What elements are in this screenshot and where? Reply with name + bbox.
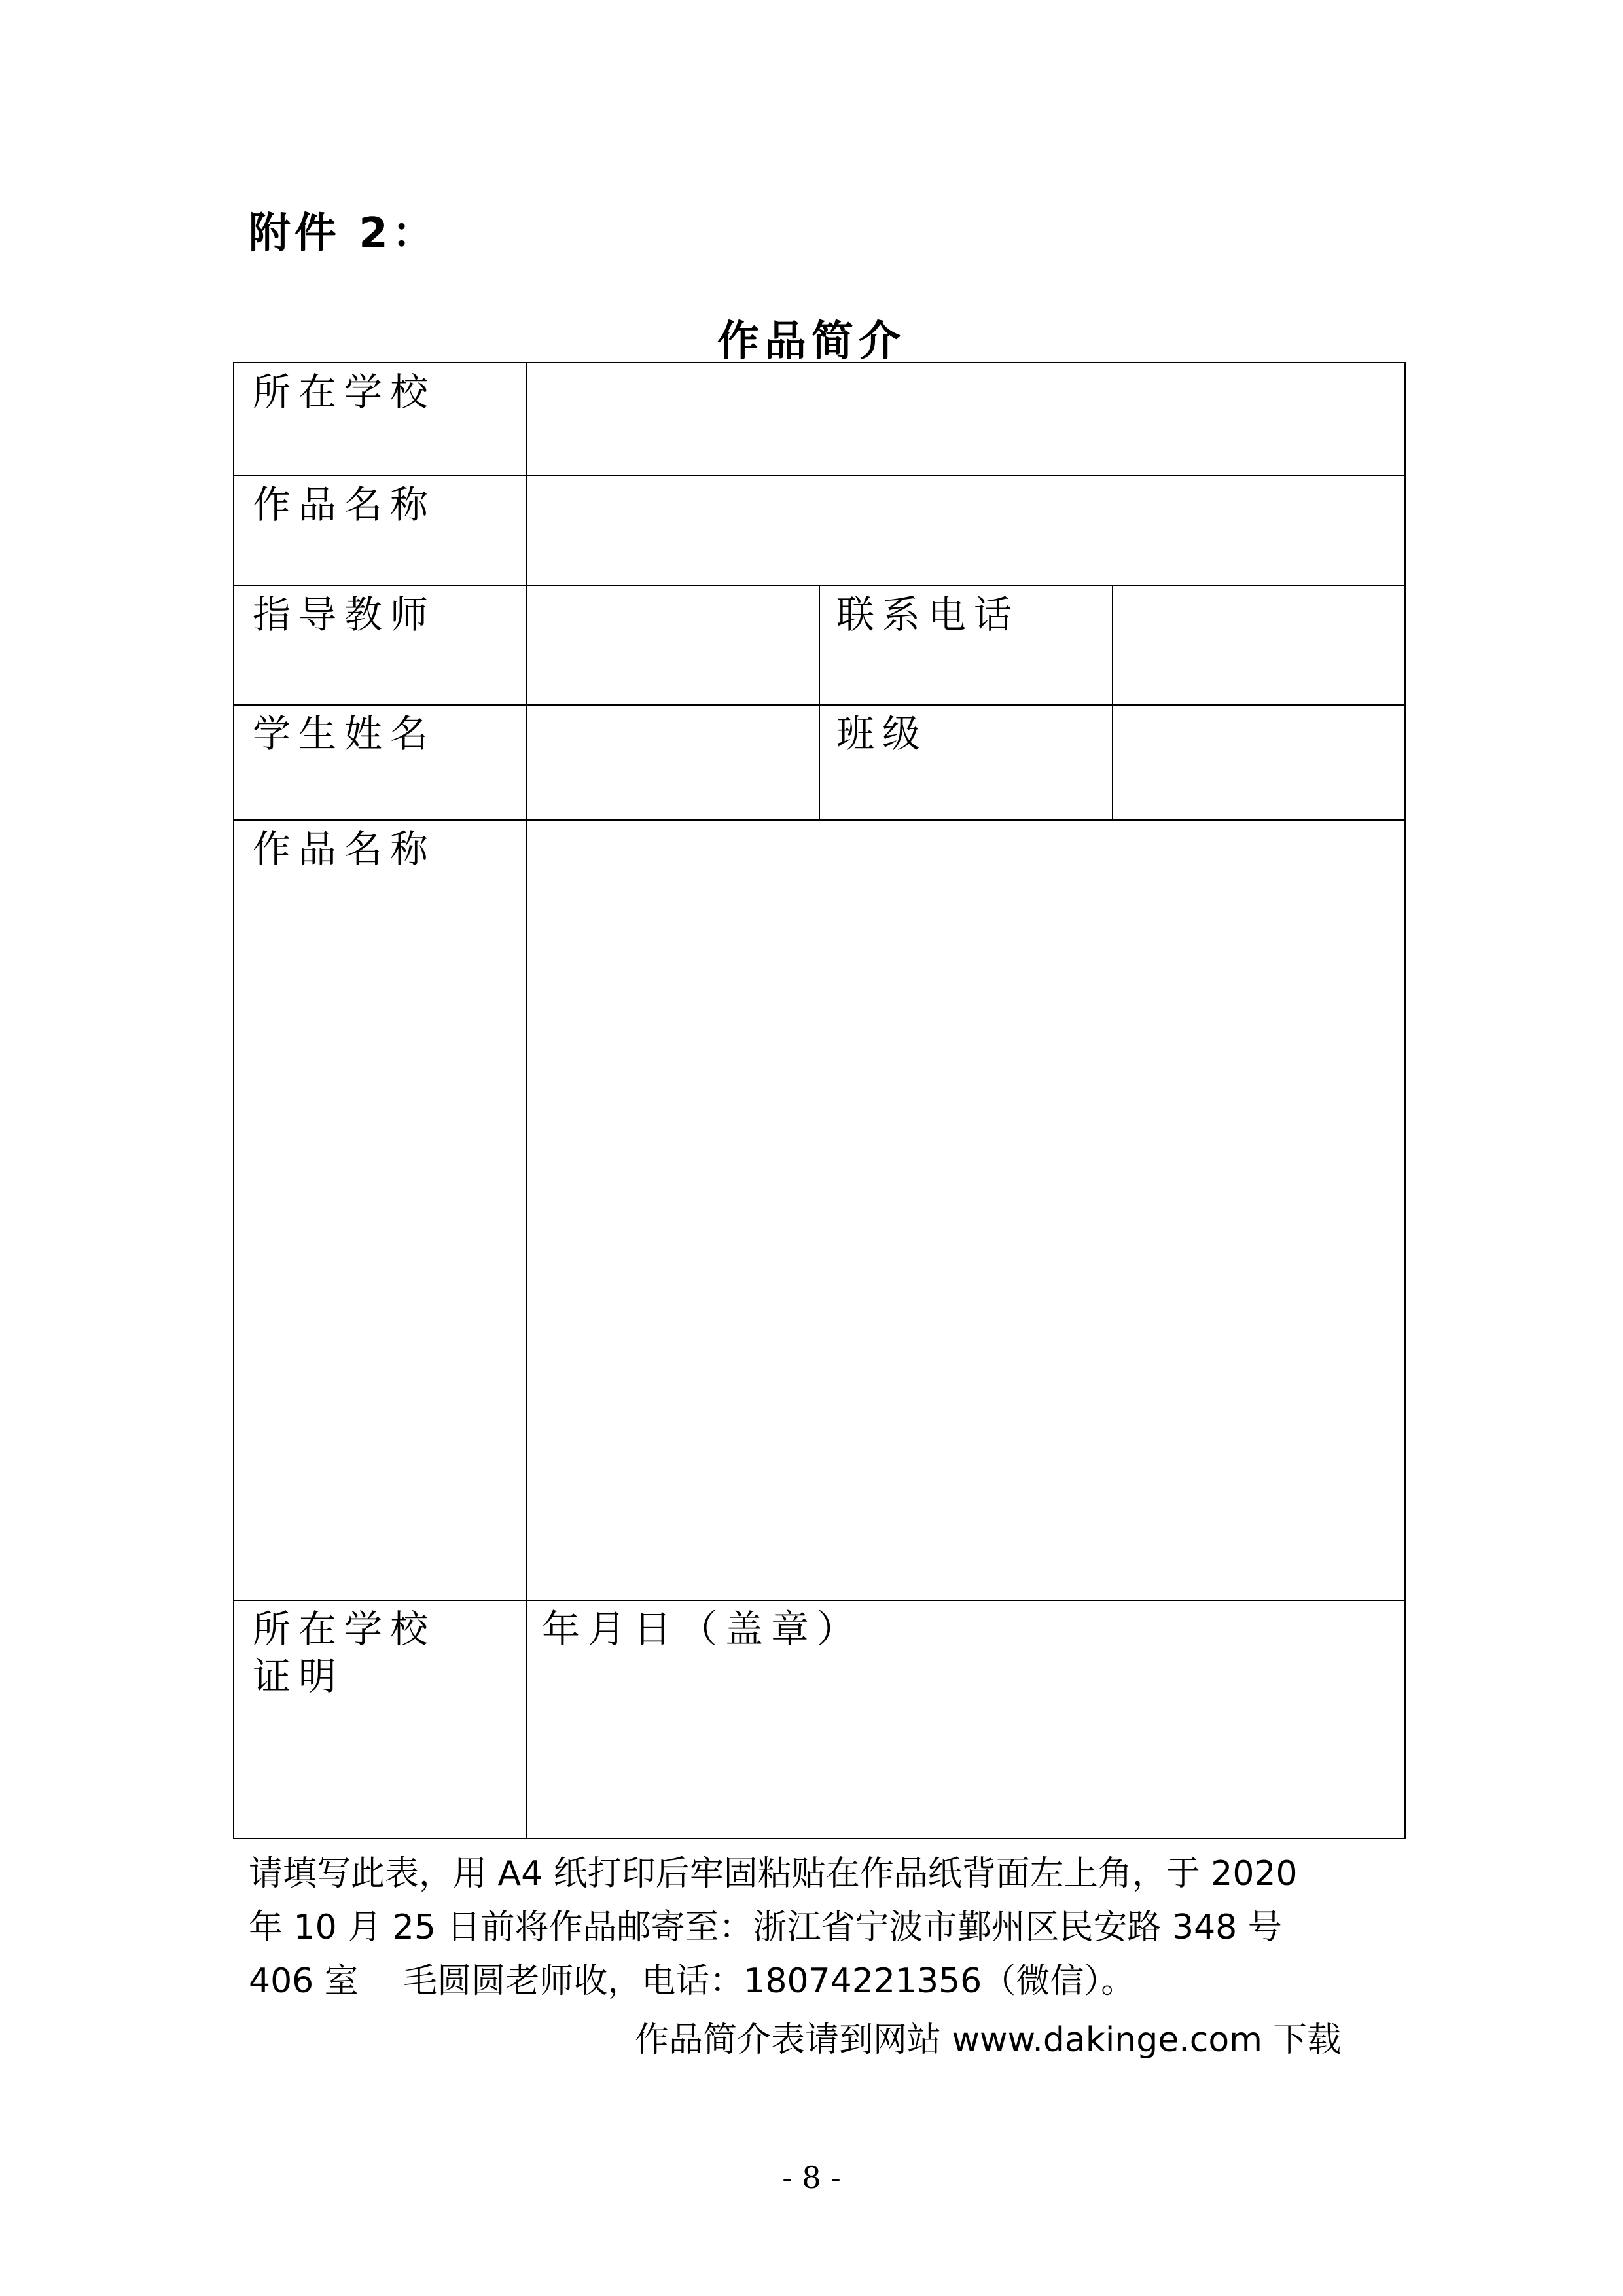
row-divider (234, 1600, 1404, 1601)
student-label: 学生姓名 (253, 711, 437, 756)
instruction-line-3: 406 室 毛圆圆老师收，电话：18074221356（微信）。 (249, 1962, 1135, 2001)
school-proof-label-line2: 证明 (253, 1654, 345, 1698)
column-divider (819, 585, 820, 819)
form-title: 作品简介 (717, 317, 906, 366)
class-field[interactable] (1113, 706, 1404, 819)
class-label: 班级 (836, 711, 929, 756)
student-field[interactable] (527, 706, 819, 819)
page-number: - 8 - (782, 2160, 841, 2195)
phone-field[interactable] (1113, 586, 1404, 704)
attachment-label: 附件 2： (249, 209, 438, 258)
school-label: 所在学校 (253, 370, 437, 414)
school-proof-label-line1: 所在学校 (253, 1607, 437, 1651)
work-introduction-form (233, 362, 1406, 1839)
instruction-line-1: 请填写此表，用 A4 纸打印后牢固粘贴在作品纸背面左上角，于 2020 (249, 1854, 1298, 1893)
work-name-2-label: 作品名称 (253, 827, 437, 871)
school-proof-field[interactable] (527, 1653, 1404, 1838)
phone-label: 联系电话 (836, 592, 1020, 637)
work-description-field[interactable] (527, 821, 1404, 1600)
teacher-field[interactable] (527, 586, 819, 704)
work-name-label: 作品名称 (253, 482, 437, 527)
stamp-date-text: 年月日（盖章） (542, 1607, 863, 1651)
work-name-field[interactable] (527, 476, 1404, 585)
instruction-line-2: 年 10 月 25 日前将作品邮寄至：浙江省宁波市鄞州区民安路 348 号 (249, 1908, 1282, 1947)
school-field[interactable] (527, 363, 1404, 475)
teacher-label: 指导教师 (253, 592, 437, 637)
download-note: 作品简介表请到网站 www.dakinge.com 下载 (635, 2020, 1342, 2060)
